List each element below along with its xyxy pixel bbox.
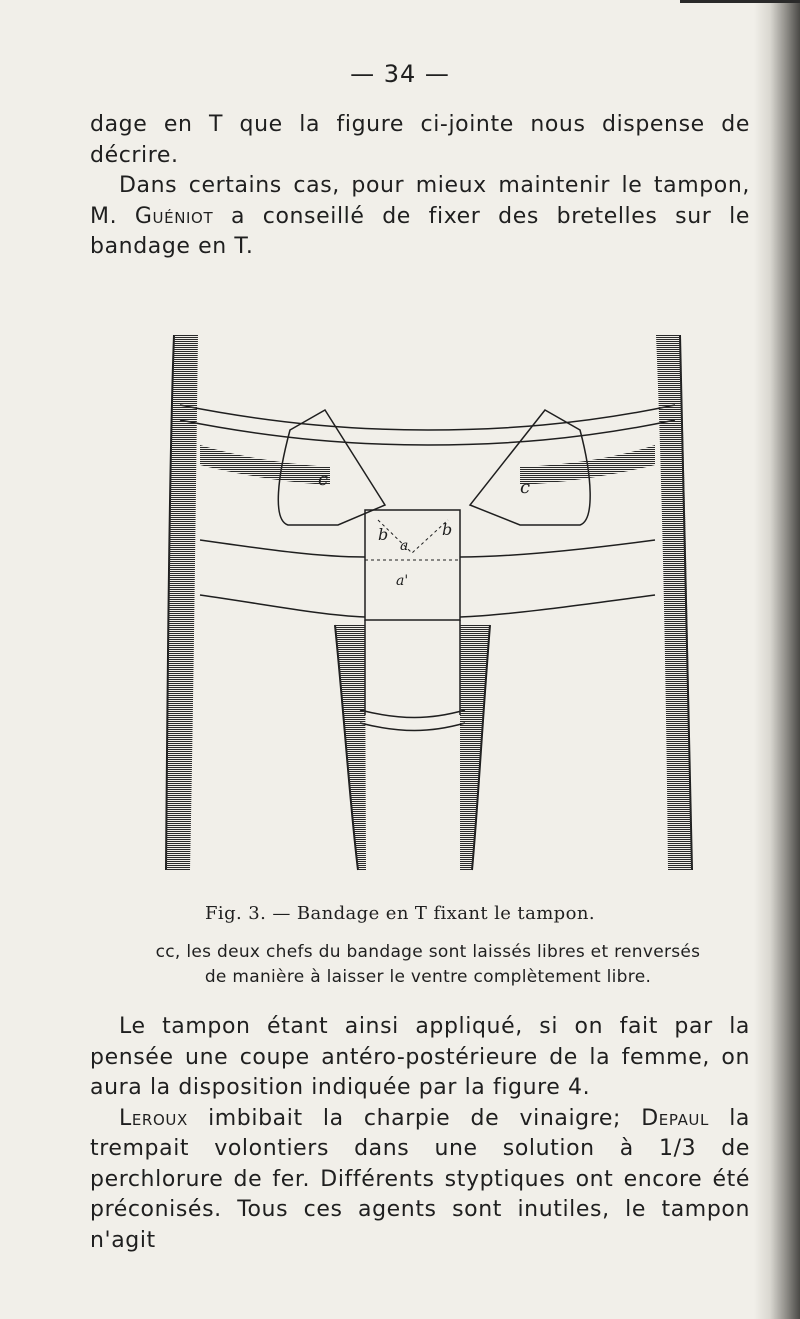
intro-paragraph-2 [90,171,750,263]
page-edge-line [680,0,800,3]
page-edge-shadow [754,0,800,1319]
label-b-left: b [378,525,389,544]
label-a: a [400,538,409,554]
author-name-gueniot: Guéniot [134,203,214,229]
label-a-prime: a' [396,573,409,589]
body-p2-mid: imbibait la charpie de vinaigre; [187,1105,642,1131]
label-c-right: c [520,477,531,498]
label-b-right: b [442,520,453,539]
figure-caption-text: cc, les deux chefs du bandage sont laissés libres et renversés de manière à laisser le ventre complètement libre. [155,942,701,987]
intro-p2-start: Dans certains cas, pour mieux maintenir le tampon, M. [90,173,750,229]
body-paragraph-1: Le tampon étant ainsi appliqué, si on fait par la pensée une coupe antéro-postérieure de la femme, on aura la disposition indiquée par la figure 4. [90,1014,750,1100]
label-c-left: c [318,469,329,490]
author-name-depaul: Depaul [641,1105,709,1131]
waist-band [180,405,675,430]
intro-paragraph-1: dage en T que la figure ci-jointe nous dispense de décrire. [90,112,750,168]
intro-text [90,110,750,263]
body-p2-rest: la trempait volontiers dans une solution à 1/3 de perchlorure de fer. Différents styptiques ont encore été préconisés. Tous ces agents sont inutiles, le tampon n'agit [90,1105,750,1253]
page-number: — 34 — [350,60,450,88]
body-text [90,1012,750,1256]
author-name-leroux: Leroux [119,1105,188,1131]
bandage-figure [160,325,705,890]
intro-p2-end: a conseillé de fixer des bretelles sur le bandage en T. [90,203,750,259]
body-paragraph-2 [90,1104,750,1257]
figure-caption-title: Fig. 3. — Bandage en T fixant le tampon. [205,903,595,924]
